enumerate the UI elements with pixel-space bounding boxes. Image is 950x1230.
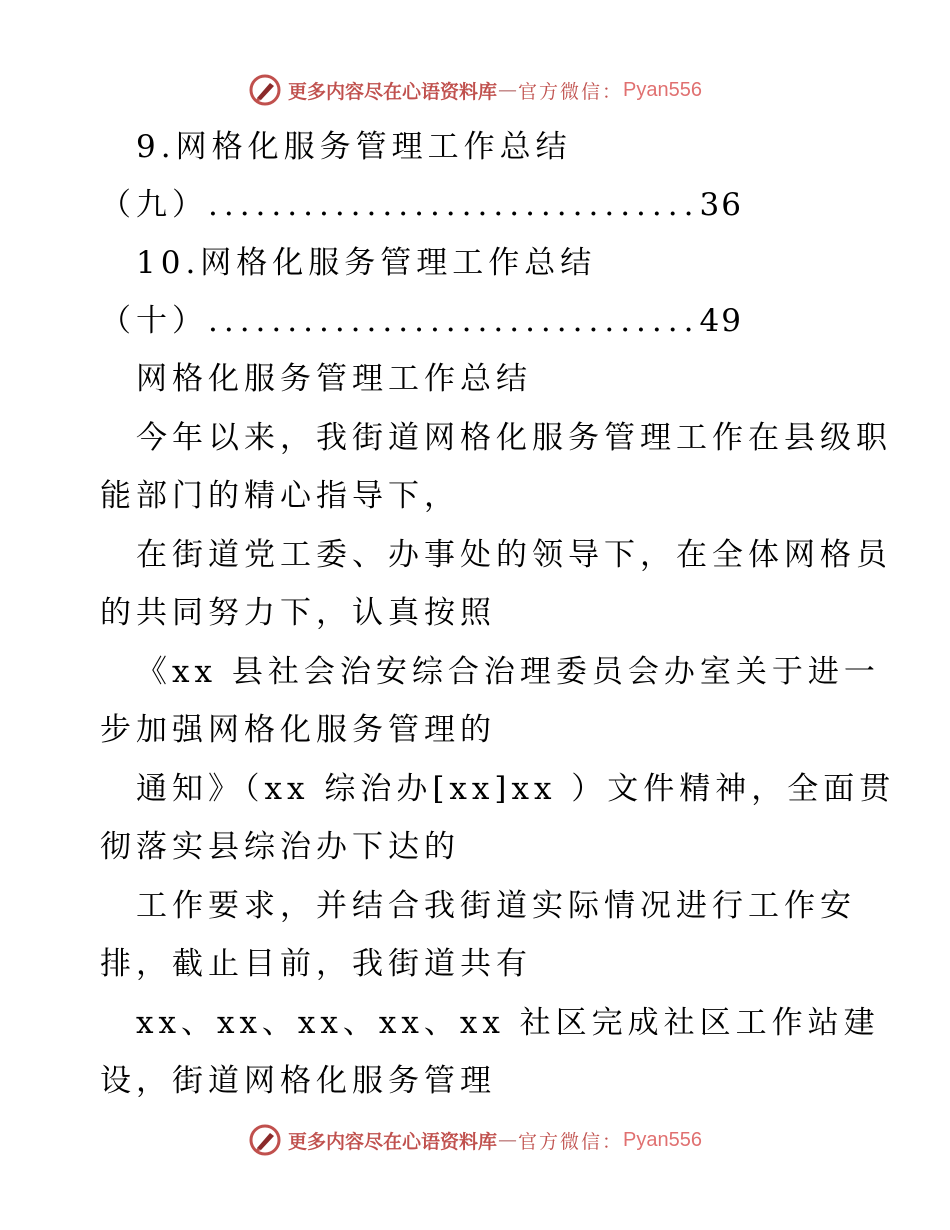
section-heading: 网格化服务管理工作总结 [136, 361, 532, 397]
body-line: 能部门的精心指导下， [100, 478, 460, 514]
body-line: 在街道党工委、办事处的领导下，在全体网格员 [136, 537, 892, 573]
body-line: xx、xx、xx、xx、xx 社区完成社区工作站建 [136, 1005, 880, 1041]
pen-logo-icon [248, 1123, 282, 1157]
toc-entry-9 [100, 185, 800, 225]
body-line: 步加强网格化服务管理的 [100, 712, 496, 748]
body-line: 设，街道网格化服务管理 [100, 1063, 496, 1099]
wechat-label: 官方微信： [518, 80, 624, 103]
body-line: 《xx 县社会治安综合治理委员会办室关于进一 [136, 654, 880, 690]
toc-title-9: 9.网格化服务管理工作总结 [136, 129, 572, 165]
separator-dash: — [498, 79, 518, 101]
body-line: 工作要求，并结合我街道实际情况进行工作安 [136, 888, 856, 924]
header-watermark [0, 70, 950, 110]
wechat-id: Pyan556 [623, 78, 702, 101]
wechat-id: Pyan556 [623, 1128, 702, 1151]
toc-leader: ............................... [208, 187, 700, 223]
footer-watermark [0, 1120, 950, 1160]
site-text: 更多内容尽在心语资料库 [288, 80, 498, 103]
site-text: 更多内容尽在心语资料库 [288, 1130, 498, 1153]
body-line: 的共同努力下，认真按照 [100, 595, 496, 631]
body-line: 彻落实县综治办下达的 [100, 829, 460, 865]
toc-page-number: 36 [699, 187, 743, 223]
toc-title-10: 10.网格化服务管理工作总结 [136, 245, 597, 281]
body-line: 通知》（xx 综治办[xx]xx ）文件精神，全面贯 [136, 771, 896, 807]
separator-dash: — [498, 1129, 518, 1151]
toc-leader: ............................... [208, 303, 700, 339]
pen-logo-icon [248, 73, 282, 107]
body-line: 今年以来，我街道网格化服务管理工作在县级职 [136, 420, 892, 456]
wechat-label: 官方微信： [518, 1130, 624, 1153]
toc-label: （十） [100, 303, 208, 339]
toc-page-number: 49 [699, 303, 743, 339]
toc-entry-10 [100, 301, 800, 341]
body-line: 排，截止目前，我街道共有 [100, 946, 532, 982]
toc-label: （九） [100, 187, 208, 223]
